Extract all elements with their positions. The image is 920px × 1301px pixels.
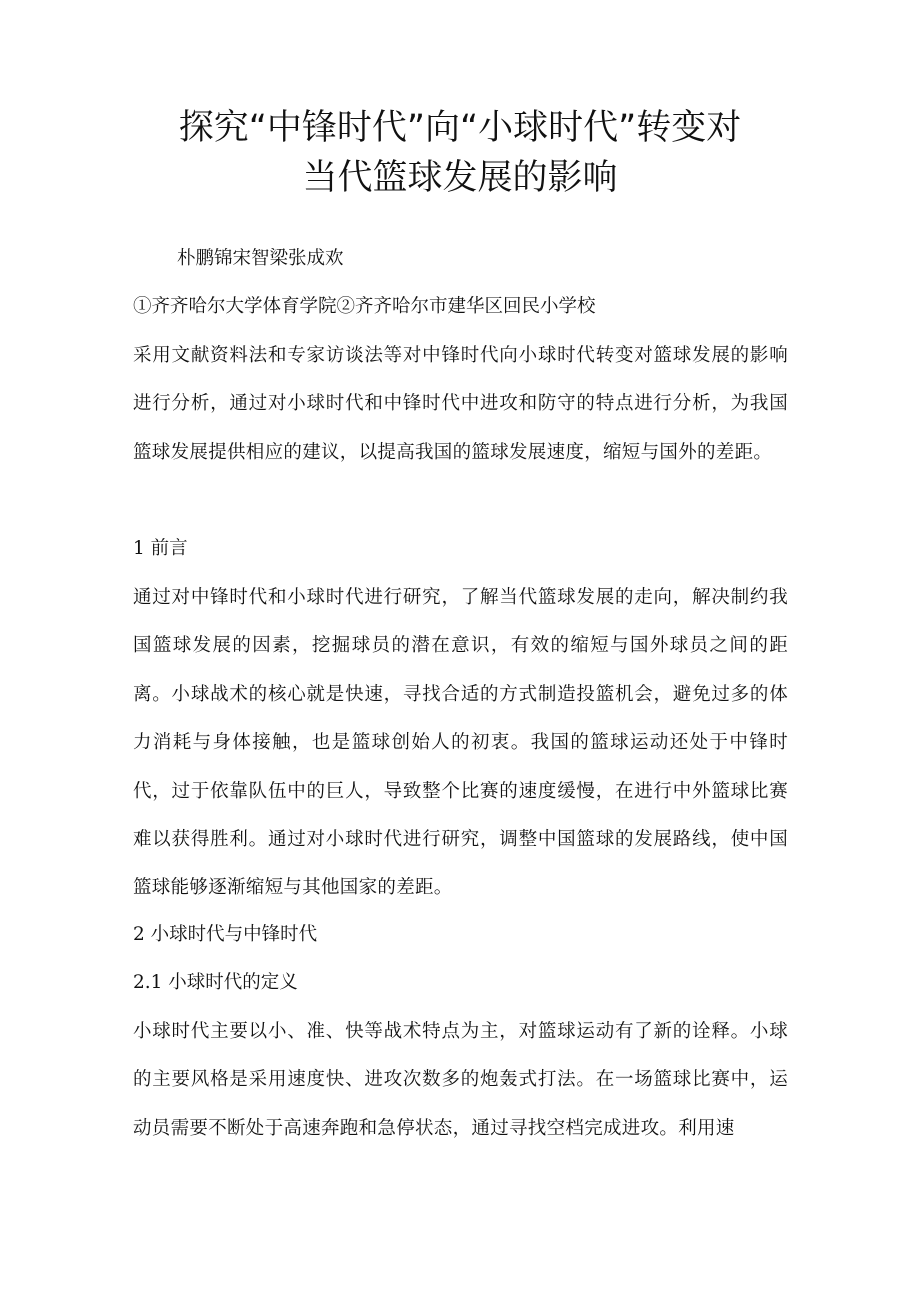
section-2-1-heading: 2.1 小球时代的定义 (133, 972, 298, 993)
section-2-1-body (133, 1008, 788, 1154)
title-line-1: 探究“中锋时代”向“小球时代”转变对 (178, 108, 742, 148)
authors: 朴鹏锦宋智梁张成欢 (177, 248, 344, 269)
affiliations: ①齐齐哈尔大学体育学院②齐齐哈尔市建华区回民小学校 (133, 296, 596, 317)
section-1-text: 通过对中锋时代和小球时代进行研究，了解当代篮球发展的走向，解决制约我国篮球发展的因素，挖掘球员的潜在意识，有效的缩短与国外球员之间的距离。小球战术的核心就是快速，寻找合适的方式制造投篮机会，避免过多的体力消耗与身体接触，也是篮球创始人的初衷。我国的篮球运动还处于中锋时代，过于依靠队伍中的巨人，导致整个比赛的速度缓慢，在进行中外篮球比赛难以获得胜利。通过对小球时代进行研究，调整中国篮球的发展路线，使中国篮球能够逐渐缩短与其他国家的差距。 (133, 587, 788, 899)
abstract-text: 采用文献资料法和专家访谈法等对中锋时代向小球时代转变对篮球发展的影响进行分析，通过对小球时代和中锋时代中进攻和防守的特点进行分析，为我国篮球发展提供相应的建议，以提高我国的篮球发展速度，缩短与国外的差距。 (133, 345, 788, 463)
section-1-body (133, 574, 788, 913)
title-line-2: 当代篮球发展的影响 (302, 158, 618, 198)
abstract (133, 332, 788, 526)
section-2-heading: 2 小球时代与中锋时代 (133, 924, 318, 945)
section-2-1-text: 小球时代主要以小、准、快等战术特点为主，对篮球运动有了新的诠释。小球的主要风格是采用速度快、进攻次数多的炮轰式打法。在一场篮球比赛中，运动员需要不断处于高速奔跑和急停状态，通过寻找空档完成进攻。利用速 (133, 1021, 788, 1139)
section-1-heading: 1 前言 (133, 538, 188, 559)
